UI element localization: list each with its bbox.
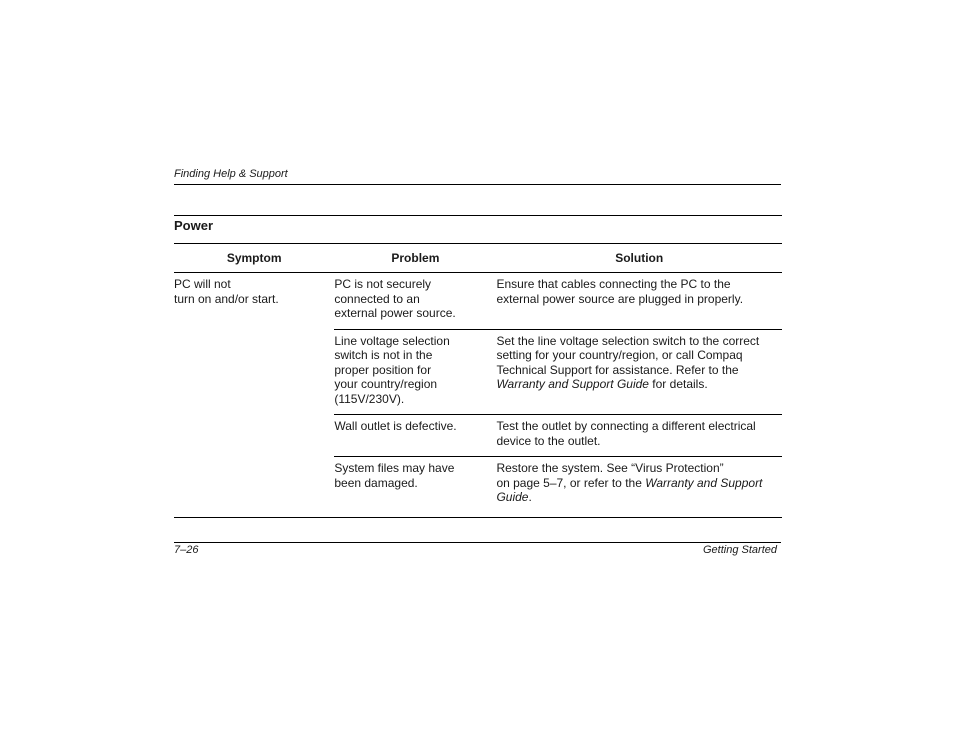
symptom-cell: PC will not turn on and/or start. bbox=[174, 273, 334, 518]
solution-text-end: for details. bbox=[648, 377, 708, 391]
problem-cell: Wall outlet is defective. bbox=[334, 415, 496, 457]
running-header: Finding Help & Support bbox=[174, 168, 288, 180]
column-header-symptom: Symptom bbox=[174, 244, 334, 273]
column-header-problem: Problem bbox=[334, 244, 496, 273]
solution-text: Ensure that cables connecting the PC to the external power source are plugged in properly. bbox=[496, 277, 744, 306]
column-header-solution: Solution bbox=[496, 244, 782, 273]
guide-reference: Warranty and Support Guide bbox=[496, 475, 763, 504]
section-rule bbox=[174, 215, 782, 216]
solution-cell bbox=[496, 273, 782, 330]
solution-text-line1: Restore the system. See “Virus Protection” bbox=[496, 461, 724, 475]
solution-cell bbox=[496, 457, 782, 518]
solution-cell bbox=[496, 329, 782, 415]
table-row bbox=[174, 273, 782, 330]
solution-text: Test the outlet by connecting a different electrical device to the outlet. bbox=[496, 419, 756, 448]
header-rule bbox=[174, 184, 781, 185]
problem-cell: System files may have been damaged. bbox=[334, 457, 496, 518]
guide-reference: Warranty and Support Guide bbox=[496, 377, 649, 391]
footer-rule bbox=[174, 542, 781, 543]
troubleshooting-table bbox=[174, 243, 782, 518]
solution-text-end: . bbox=[528, 490, 532, 504]
page-number: 7–26 bbox=[174, 544, 199, 556]
table-header-row bbox=[174, 244, 782, 273]
solution-text: Set the line voltage selection switch to the correct setting for your country/region, or call Compaq Technical Support for assistance. Refer to the bbox=[496, 333, 760, 377]
book-title: Getting Started bbox=[703, 544, 777, 556]
solution-text: on page 5–7, or refer to the bbox=[496, 475, 646, 490]
solution-cell bbox=[496, 415, 782, 457]
problem-cell: PC is not securely connected to an external power source. bbox=[334, 273, 496, 330]
problem-cell: Line voltage selection switch is not in the proper position for your country/region (115V/230V). bbox=[334, 329, 496, 415]
section-title: Power bbox=[174, 218, 214, 233]
